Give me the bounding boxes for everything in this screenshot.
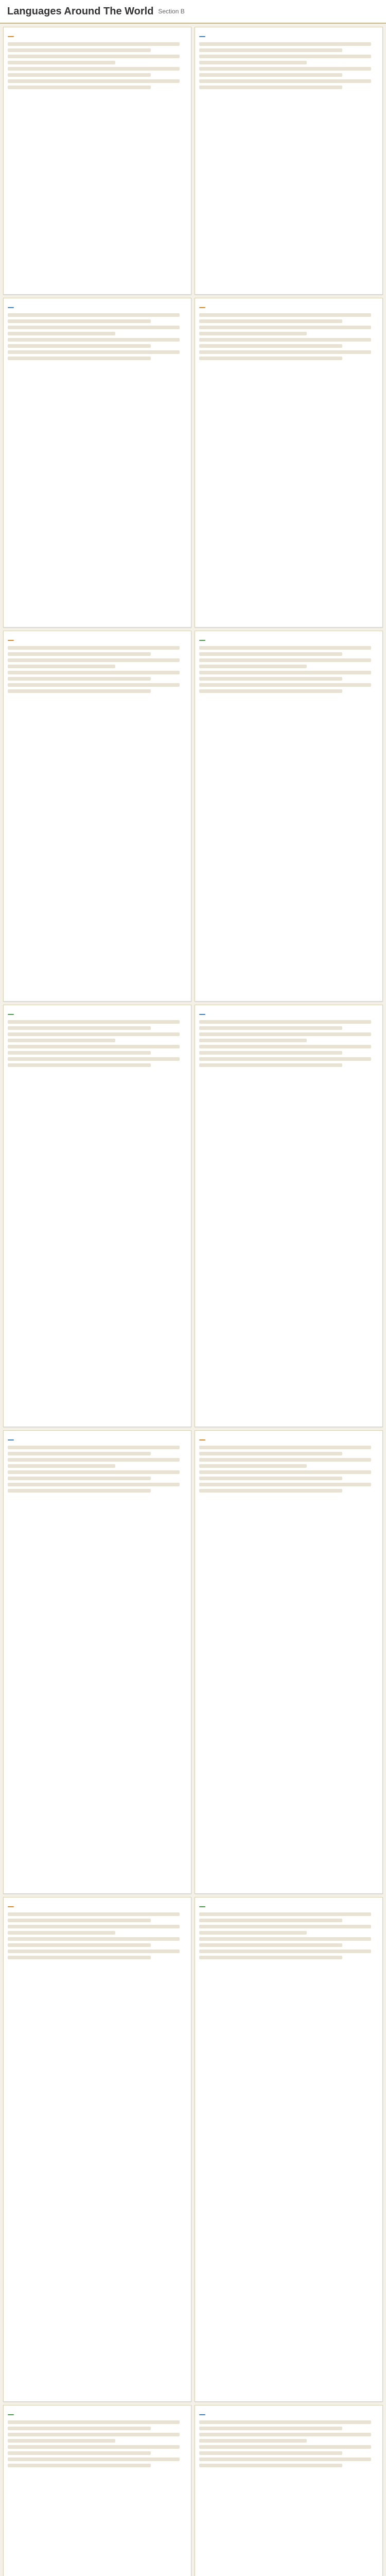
panel-tag bbox=[199, 1439, 205, 1440]
panel bbox=[3, 27, 191, 295]
panel bbox=[195, 631, 383, 1002]
panel-tag bbox=[199, 640, 205, 641]
panel bbox=[3, 298, 191, 628]
panel-tag bbox=[8, 36, 14, 37]
panel-tag bbox=[8, 1014, 14, 1015]
panel-tag bbox=[8, 1906, 14, 1907]
panel-tag bbox=[8, 2414, 14, 2415]
left-column bbox=[3, 27, 191, 2576]
panel bbox=[3, 631, 191, 1002]
panel bbox=[195, 27, 383, 295]
panel bbox=[195, 1430, 383, 1894]
panel bbox=[195, 1005, 383, 1427]
panel bbox=[195, 298, 383, 628]
panel-tag bbox=[199, 1906, 205, 1907]
panel bbox=[195, 2405, 383, 2576]
panel bbox=[3, 1897, 191, 2402]
panel-tag bbox=[199, 1014, 205, 1015]
doc-title: Languages Around The World bbox=[7, 5, 154, 17]
right-column bbox=[195, 27, 383, 2576]
panel bbox=[3, 1005, 191, 1427]
panel-tag bbox=[8, 640, 14, 641]
panel bbox=[3, 2405, 191, 2576]
panel-tag bbox=[199, 2414, 205, 2415]
panel bbox=[3, 1430, 191, 1894]
panel bbox=[195, 1897, 383, 2402]
doc-section: Section B bbox=[158, 8, 185, 15]
panel-tag bbox=[199, 307, 205, 308]
panel-tag bbox=[199, 36, 205, 37]
panel-tag bbox=[8, 307, 14, 308]
content-columns bbox=[0, 24, 386, 2576]
panel-tag bbox=[8, 1439, 14, 1440]
doc-header bbox=[0, 0, 386, 24]
